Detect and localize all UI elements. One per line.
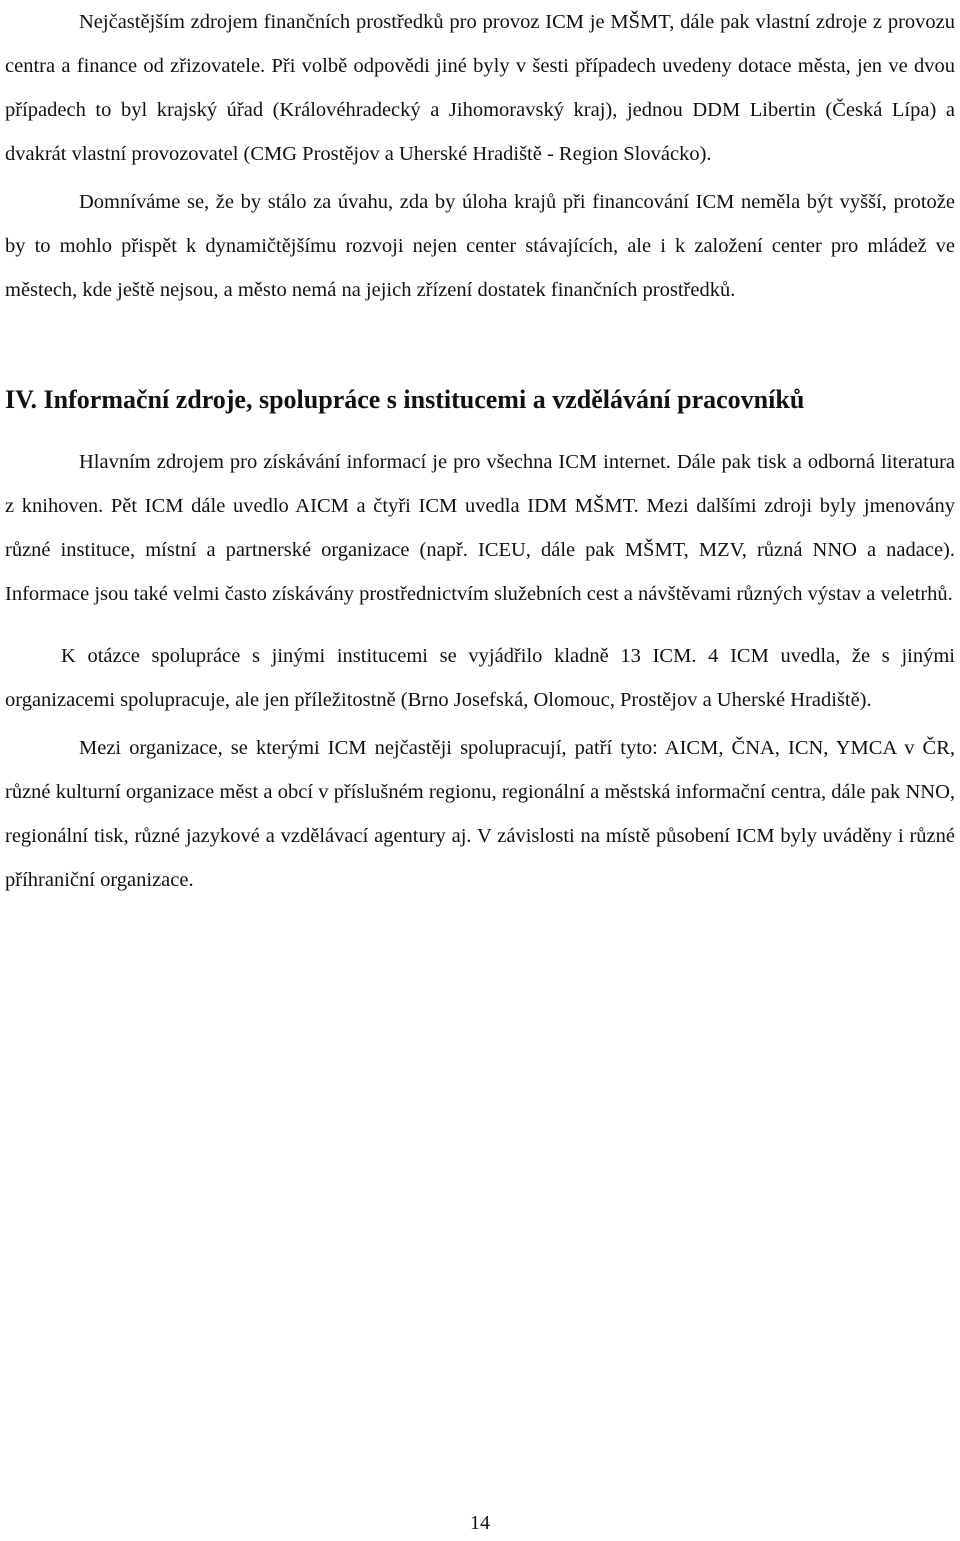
paragraph-financing-sources: Nejčastějším zdrojem finančních prostředků pro provoz ICM je MŠMT, dále pak vlastní zdroje z provozu centra a finance od zřizovatele. Při volbě odpovědi jiné byly v šesti případech uvedeny dotace města, jen ve dvou případech to byl krajský úřad (Královéhradecký a Jihomoravský kraj), jednou DDM Libertin (Česká Lípa) a dvakrát vlastní provozovatel (CMG Prostějov a Uherské Hradiště - Region Slovácko). (5, 11, 955, 165)
paragraph-partner-organizations: Mezi organizace, se kterými ICM nejčastěji spolupracují, patří tyto: AICM, ČNA, ICN, YMCA v ČR, různé kulturní organizace měst a obcí v příslušném regionu, regionální a městská informační centra, dále pak NNO, regionální tisk, různé jazykové a vzdělávací agentury aj. V závislosti na místě působení ICM byly uváděny i různé příhraniční organizace. (5, 737, 955, 891)
paragraph-regional-funding-opinion: Domníváme se, že by stálo za úvahu, zda by úloha krajů při financování ICM neměla být vyšší, protože by to mohlo přispět k dynamičtějšímu rozvoji nejen center stávajících, ale i k založení center pro mládež ve městech, kde ještě nejsou, a město nemá na jejich zřízení dostatek finančních prostředků. (5, 191, 955, 301)
paragraph-cooperation: K otázce spolupráce s jinými institucemi se vyjádřilo kladně 13 ICM. 4 ICM uvedla, že s jinými organizacemi spolupracuje, ale jen příležitostně (Brno Josefská, Olomouc, Prostějov a Uherské Hradiště). (5, 645, 955, 711)
document-page (5, 0, 955, 902)
section-heading: IV. Informační zdroje, spolupráce s institucemi a vzdělávání pracovníků (5, 385, 805, 414)
paragraph-information-sources: Hlavním zdrojem pro získávání informací je pro všechna ICM internet. Dále pak tisk a odborná literatura z knihoven. Pět ICM dále uvedlo AICM a čtyři ICM uvedla IDM MŠMT. Mezi dalšími zdroji byly jmenovány různé instituce, místní a partnerské organizace (např. ICEU, dále pak MŠMT, MZV, různá NNO a nadace). Informace jsou také velmi často získávány prostřednictvím služebních cest a návštěvami různých výstav a veletrhů. (5, 451, 955, 605)
page-number: 14 (470, 1512, 490, 1534)
